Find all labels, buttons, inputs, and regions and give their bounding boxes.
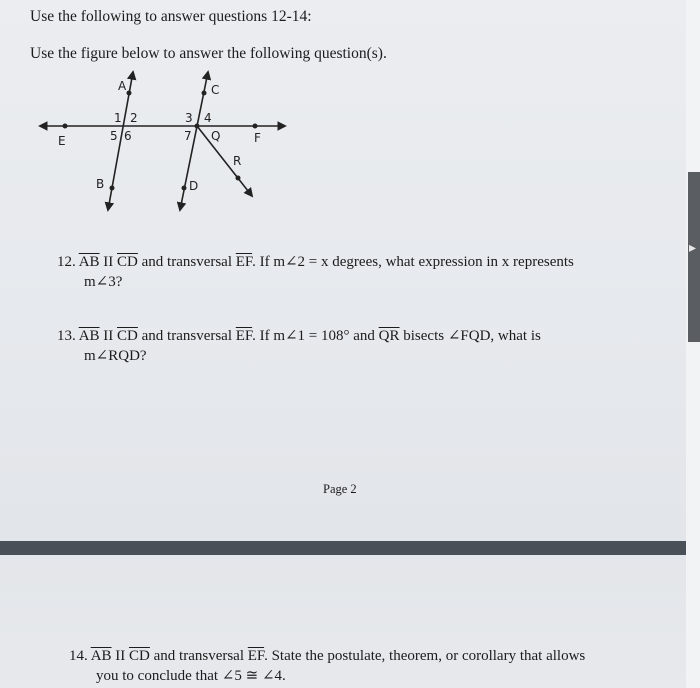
side-tab-arrow-icon[interactable]: ▸: [689, 240, 697, 256]
question-14-line-1: 14. $\overline{AB}$ II $\overline{CD}$ and transversal $\overline{EF}$. State the postulate, theorem, or corollary that allows: [69, 648, 586, 664]
question-14-line-2: you to conclude that ∠5 ≅ ∠4.: [96, 668, 286, 684]
label-q: Q: [211, 129, 221, 143]
angle-4: 4: [204, 111, 212, 125]
instructions-line-2: Use the figure below to answer the following question(s).: [30, 45, 387, 62]
question-12-line-2: m∠3?: [84, 274, 123, 290]
instructions-line-1: Use the following to answer questions 12-14:: [30, 8, 312, 25]
angle-7: 7: [184, 129, 192, 143]
page-divider: [0, 541, 686, 555]
point-r: [236, 176, 241, 181]
label-f: F: [254, 131, 261, 145]
point-d: [182, 186, 187, 191]
label-b: B: [96, 177, 105, 191]
point-a: [127, 91, 132, 96]
question-12-line-1: 12. $\overline{AB}$ II $\overline{CD}$ and transversal $\overline{EF}$. If m∠2 = x degrees, what expression in x represents: [57, 254, 574, 270]
point-q: [195, 124, 200, 129]
point-e: [63, 124, 68, 129]
angle-3: 3: [185, 111, 193, 125]
point-f: [253, 124, 258, 129]
label-r: R: [233, 154, 242, 168]
geometry-figure: [30, 70, 300, 220]
label-a: A: [118, 79, 127, 93]
right-edge: [686, 0, 700, 688]
page-label: Page 2: [323, 482, 357, 496]
point-c: [202, 91, 207, 96]
angle-2: 2: [130, 111, 138, 125]
side-tab[interactable]: [688, 172, 700, 342]
angle-6: 6: [124, 129, 132, 143]
point-b: [110, 186, 115, 191]
angle-5: 5: [110, 129, 118, 143]
label-d: D: [189, 179, 199, 193]
angle-1: 1: [114, 111, 122, 125]
label-c: C: [211, 83, 220, 97]
question-13-line-2: m∠RQD?: [84, 348, 147, 364]
question-13-line-1: 13. $\overline{AB}$ II $\overline{CD}$ and transversal $\overline{EF}$. If m∠1 = 108° and $\overline{QR}$ bisects ∠FQD, what is: [57, 328, 541, 344]
ray-qr: [197, 126, 252, 196]
label-e: E: [58, 134, 66, 148]
